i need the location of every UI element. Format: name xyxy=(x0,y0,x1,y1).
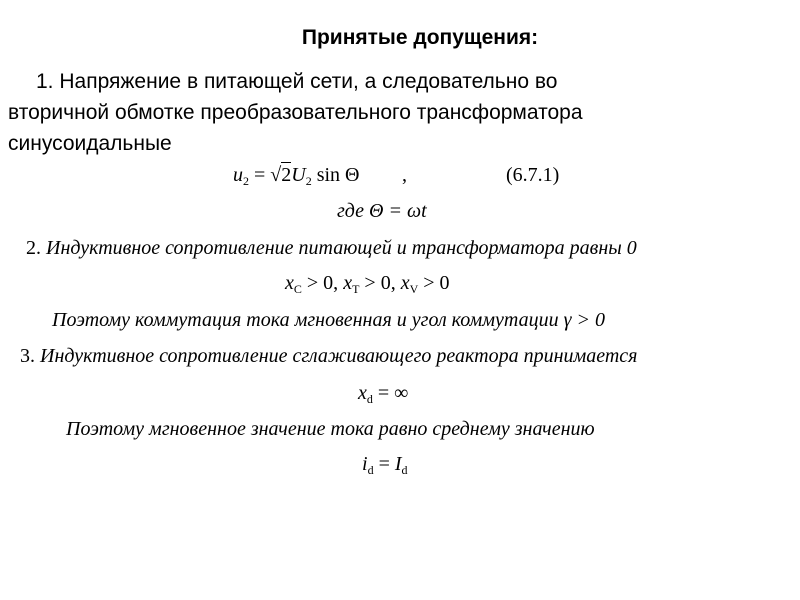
Id-sub: d xyxy=(401,463,408,477)
eq1-coef-sub: 2 xyxy=(305,174,312,188)
xd-sub: d xyxy=(366,392,373,406)
xc-sub: C xyxy=(293,282,302,296)
xv-var: x xyxy=(400,272,410,294)
assumption-3-note: Поэтому мгновенное значение тока равно среднему значению xyxy=(66,418,595,440)
assumption-1-line-1: 1. Напряжение в питающей сети, а следовательно во xyxy=(36,70,558,93)
eq1-comma: , xyxy=(402,164,407,186)
xc-rel: > 0, xyxy=(301,272,344,294)
equation-xd xyxy=(358,382,408,405)
eq1-rel: = xyxy=(249,164,271,186)
where-word: где xyxy=(337,200,370,222)
equation-current xyxy=(362,453,408,476)
assumption-3-text: Индуктивное сопротивление сглаживающего реактора принимается xyxy=(35,345,638,367)
assumption-3-number: 3. xyxy=(20,345,35,367)
xt-sub: T xyxy=(352,282,360,296)
xv-sub: V xyxy=(409,282,419,296)
eq1-coef: U xyxy=(291,164,306,186)
sqrt-sign: √ xyxy=(270,164,282,186)
assumption-3 xyxy=(20,345,637,368)
where-expr: Θ = ωt xyxy=(369,200,427,222)
assumption-2-number: 2. xyxy=(26,237,41,259)
slide-title: Принятые допущения: xyxy=(301,26,539,49)
id-rel: = xyxy=(373,453,395,475)
xt-var: x xyxy=(343,272,353,294)
assumption-2 xyxy=(26,237,637,260)
note-2-expr: γ > 0 xyxy=(563,309,605,331)
assumption-1-line-3: синусоидальные xyxy=(8,132,172,155)
assumption-2-note xyxy=(52,309,605,332)
equation-reactances xyxy=(285,272,450,295)
equation-number: (6.7.1) xyxy=(506,164,560,186)
id-sub: d xyxy=(367,463,374,477)
xc-var: x xyxy=(285,272,294,294)
Id-var: I xyxy=(394,453,402,475)
xt-rel: > 0, xyxy=(359,272,401,294)
assumption-2-text: Индуктивное сопротивление питающей и трансформатора равны 0 xyxy=(41,237,637,259)
assumption-1-line-2: вторичной обмотке преобразовательного трансформатора xyxy=(8,101,583,124)
id-var: i xyxy=(362,453,368,475)
sqrt-radicand: 2 xyxy=(281,164,292,186)
xd-rel: = ∞ xyxy=(372,382,409,404)
note-2-text: Поэтому коммутация тока мгновенная и угол коммутации xyxy=(52,309,564,331)
eq1-func: sin Θ xyxy=(311,164,360,186)
eq1-var: u xyxy=(233,164,243,186)
xv-rel: > 0 xyxy=(418,272,450,294)
eq1-sub: 2 xyxy=(243,174,249,188)
equation-where xyxy=(337,200,427,223)
xd-var: x xyxy=(358,382,367,404)
equation-voltage xyxy=(233,164,360,187)
